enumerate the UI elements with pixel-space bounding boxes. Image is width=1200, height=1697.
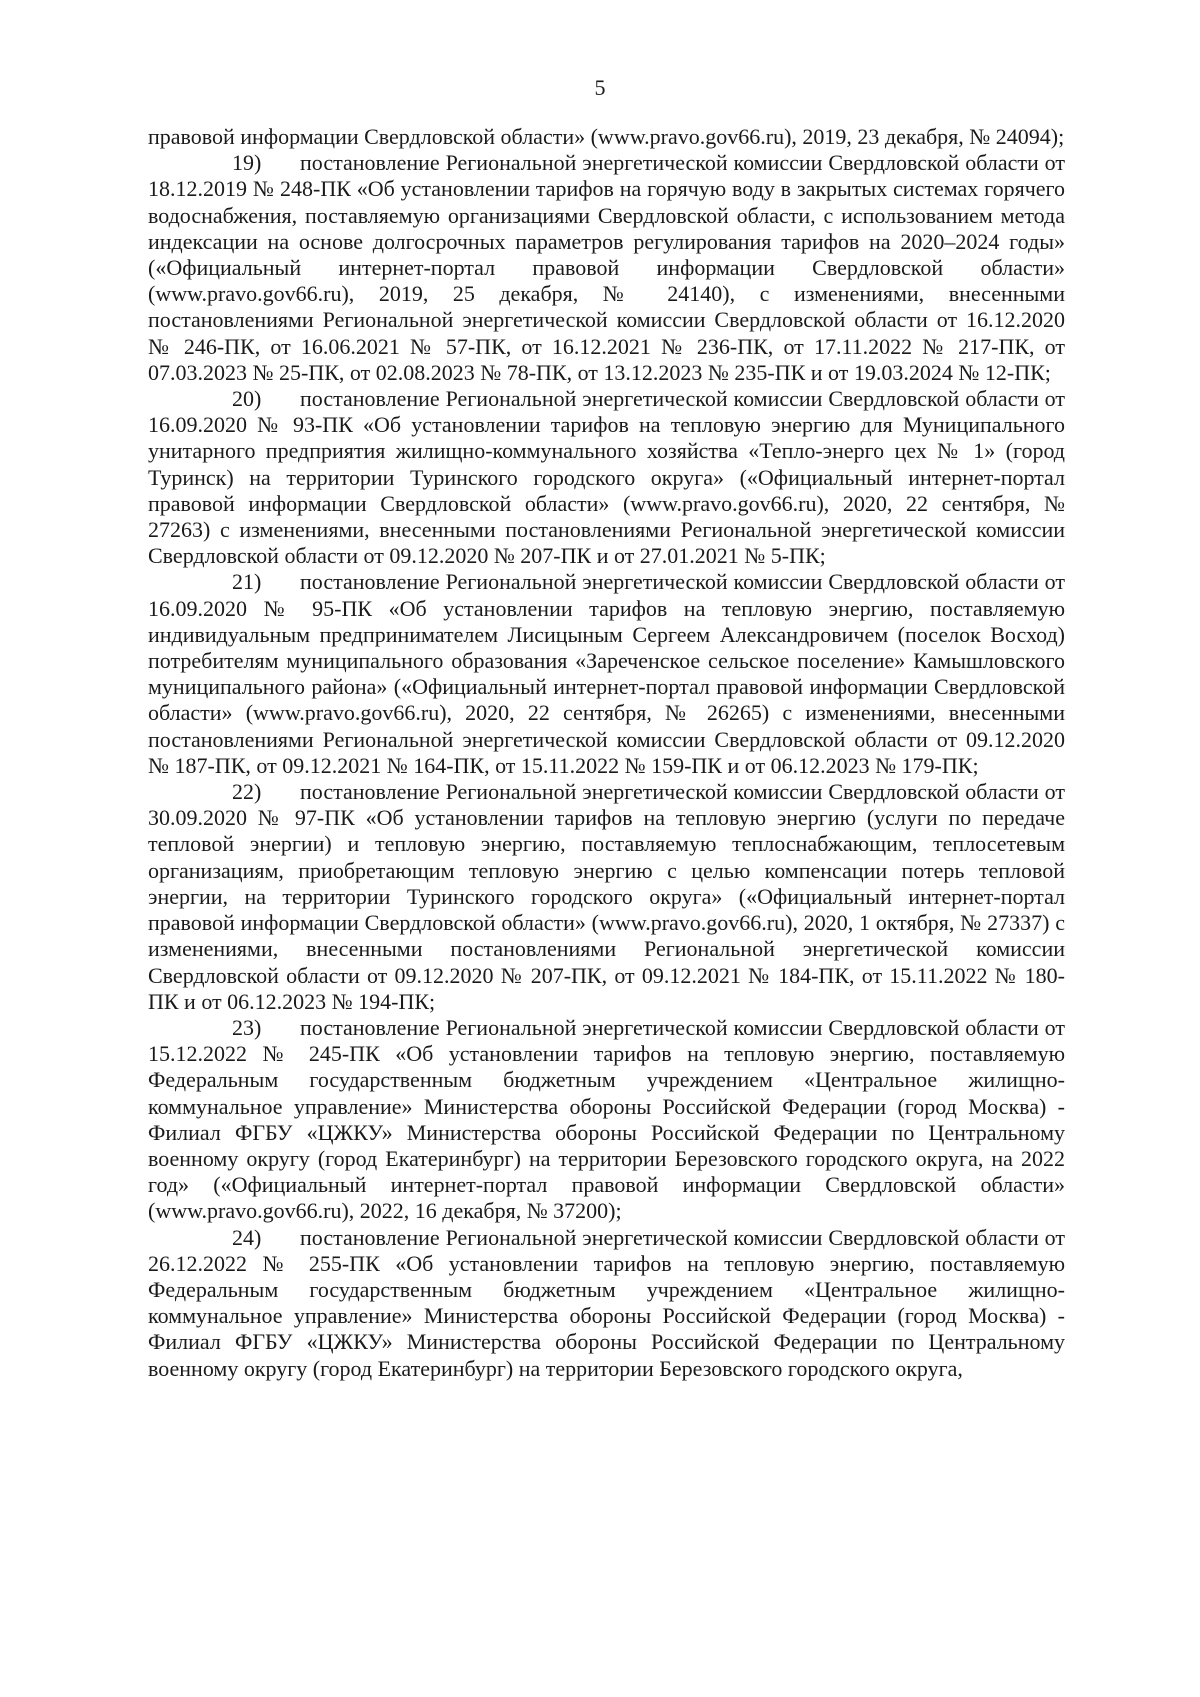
list-item-22: [148, 779, 1065, 1015]
list-item-number: 24): [232, 1224, 262, 1250]
list-item-number: 22): [232, 779, 262, 805]
list-item-text: постановление Региональной энергетической комиссии Свердловской области от 30.09.2020 № 97-ПК «Об установлении тарифов на тепловую энергию (услуги по передаче тепловой энергии) и тепловую энергию, поставляемую теплоснабжающим, теплосетевым организациям, приобретающим тепловую энергию с целью компенсации потерь тепловой энергии, на территории Туринского городского округа» («Официальный интернет-портал правовой информации Свердловской области» (www.pravo.gov66.ru), 2020, 1 октября, № 27337) с изменениями, внесенными постановлениями Региональной энергетической комиссии Свердловской области от 09.12.2020 № 207-ПК, от 09.12.2021 № 184-ПК, от 15.11.2022 № 180-ПК и от 06.12.2023 № 194-ПК;: [148, 779, 1065, 1014]
list-item-number: 19): [232, 150, 262, 176]
list-item-text: постановление Региональной энергетической комиссии Свердловской области от 16.09.2020 № 93-ПК «Об установлении тарифов на тепловую энергию для Муниципального унитарного предприятия жилищно-коммунального хозяйства «Тепло-энерго цех № 1» (город Туринск) на территории Туринского городского округа» («Официальный интернет-портал правовой информации Свердловской области» (www.pravo.gov66.ru), 2020, 22 сентября, № 27263) с изменениями, внесенными постановлениями Региональной энергетической комиссии Свердловской области от 09.12.2020 № 207-ПК и от 27.01.2021 № 5-ПК;: [148, 386, 1065, 569]
continuation-paragraph: правовой информации Свердловской области» (www.pravo.gov66.ru), 2019, 23 декабря, № 24094);: [148, 124, 1065, 149]
page-number: 5: [594, 75, 606, 100]
list-item-number: 23): [232, 1014, 262, 1040]
list-item-text: постановление Региональной энергетической комиссии Свердловской области от 18.12.2019 № 248-ПК «Об установлении тарифов на горячую воду в закрытых системах горячего водоснабжения, поставляемую организациями Свердловской области, с использованием метода индексации на основе долгосрочных параметров регулирования тарифов на 2020–2024 годы» («Официальный интернет-портал правовой информации Свердловской области» (www.pravo.gov66.ru), 2019, 25 декабря, № 24140), с изменениями, внесенными постановлениями Региональной энергетической комиссии Свердловской области от 16.12.2020 № 246-ПК, от 16.06.2021 № 57-ПК, от 16.12.2021 № 236-ПК, от 17.11.2022 № 217-ПК, от 07.03.2023 № 25-ПК, от 02.08.2023 № 78-ПК, от 13.12.2023 № 235-ПК и от 19.03.2024 № 12-ПК;: [148, 150, 1065, 385]
list-item-20: [148, 386, 1065, 569]
list-item-number: 20): [232, 386, 262, 412]
document-body: [148, 124, 1065, 1382]
list-item-text: постановление Региональной энергетической комиссии Свердловской области от 15.12.2022 № 245-ПК «Об установлении тарифов на тепловую энергию, поставляемую Федеральным государственным бюджетным учреждением «Центральное жилищно-коммунальное управление» Министерства обороны Российской Федерации (город Москва) - Филиал ФГБУ «ЦЖКУ» Министерства обороны Российской Федерации по Центральному военному округу (город Екатеринбург) на территории Березовского городского округа, на 2022 год» («Официальный интернет-портал правовой информации Свердловской области» (www.pravo.gov66.ru), 2022, 16 декабря, № 37200);: [148, 1014, 1065, 1224]
list-item-text: постановление Региональной энергетической комиссии Свердловской области от 26.12.2022 № 255-ПК «Об установлении тарифов на тепловую энергию, поставляемую Федеральным государственным бюджетным учреждением «Центральное жилищно-коммунальное управление» Министерства обороны Российской Федерации (город Москва) - Филиал ФГБУ «ЦЖКУ» Министерства обороны Российской Федерации по Центральному военному округу (город Екатеринбург) на территории Березовского городского округа,: [148, 1224, 1065, 1381]
list-item-text: постановление Региональной энергетической комиссии Свердловской области от 16.09.2020 № 95-ПК «Об установлении тарифов на тепловую энергию, поставляемую индивидуальным предпринимателем Лисицыным Сергеем Александровичем (поселок Восход) потребителям муниципального образования «Зареченское сельское поселение» Камышловского муниципального района» («Официальный интернет-портал правовой информации Свердловской области» (www.pravo.gov66.ru), 2020, 22 сентября, № 26265) с изменениями, внесенными постановлениями Региональной энергетической комиссии Свердловской области от 09.12.2020 № 187-ПК, от 09.12.2021 № 164-ПК, от 15.11.2022 № 159-ПК и от 06.12.2023 № 179-ПК;: [148, 569, 1065, 778]
list-item-24: [148, 1225, 1065, 1382]
list-item-19: [148, 150, 1065, 386]
list-item-23: [148, 1015, 1065, 1225]
list-item-21: [148, 569, 1065, 779]
list-item-number: 21): [232, 569, 262, 595]
